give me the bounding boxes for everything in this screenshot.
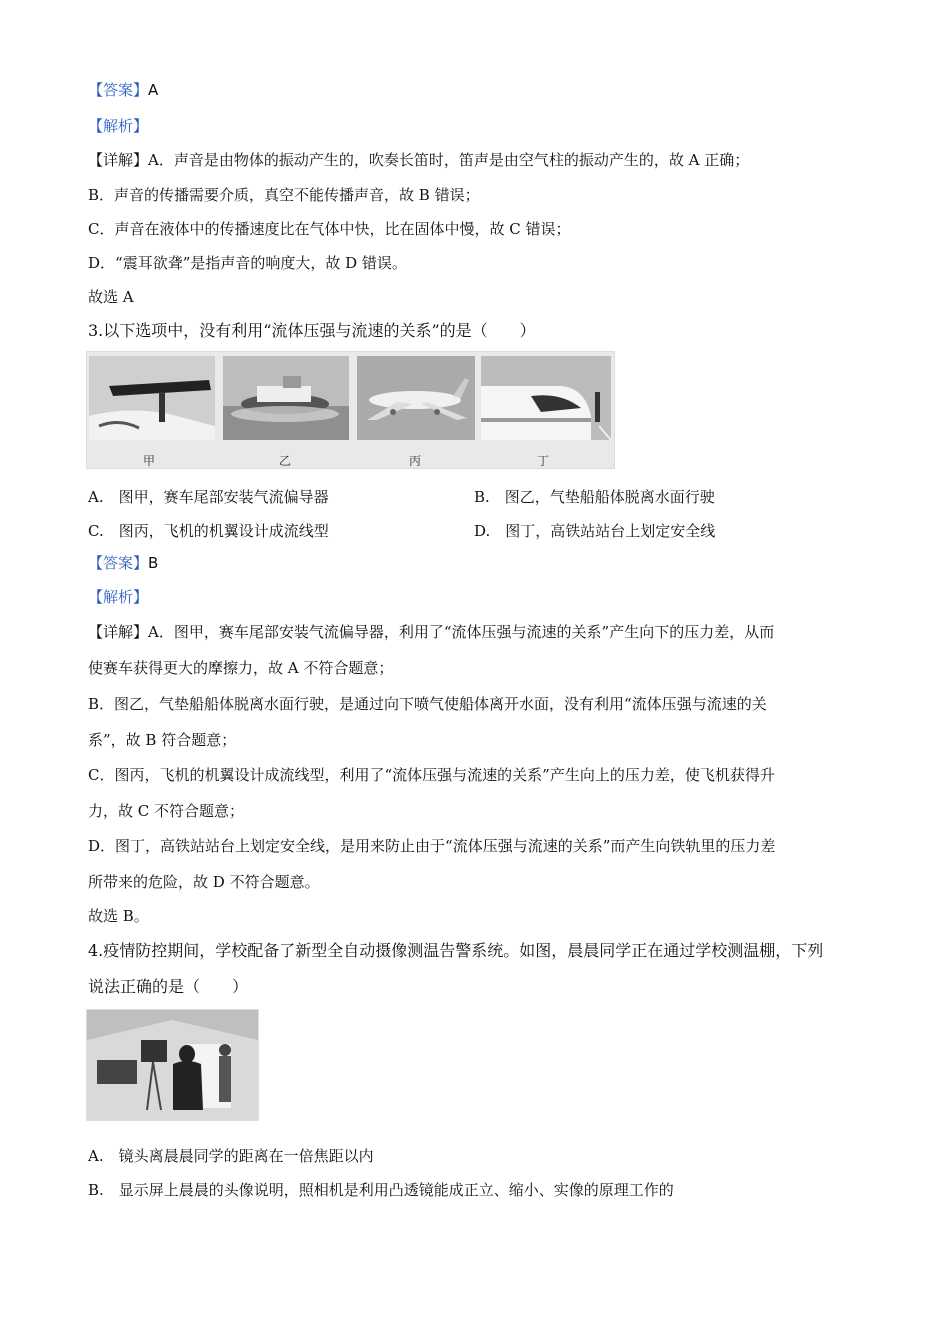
- analysis-label: 【解析】: [88, 117, 149, 135]
- question-4-figure: [86, 1009, 259, 1121]
- detail-tag: 【详解】: [88, 151, 149, 169]
- answer-line: [88, 80, 158, 100]
- detail3-text: A．图甲，赛车尾部安装气流偏导器，利用了“流体压强与流速的关系”产生向下的压力差，从而: [148, 623, 775, 641]
- conclusion-line-3: 故选 B。: [88, 907, 149, 925]
- detail3-line-5: C．图丙，飞机的机翼设计成流线型，利用了“流体压强与流速的关系”产生向上的压力差，使飞机获得升: [88, 766, 775, 784]
- question-4-stem-1: 4.疫情防控期间，学校配备了新型全自动摄像测温告警系统。如图，晨晨同学正在通过学校测温棚，下列: [88, 941, 824, 960]
- detail3-line-1: [88, 622, 774, 642]
- figure-label-ding: 丁: [537, 454, 550, 468]
- detail3-line-2: 使赛车获得更大的摩擦力，故 A 不符合题意；: [88, 659, 394, 677]
- figure-label-bing: 丙: [409, 454, 422, 468]
- detail3-line-4: 系”，故 B 符合题意；: [88, 731, 237, 749]
- detail-tag-3: 【详解】: [88, 623, 149, 641]
- q4-option-b[interactable]: B. 显示屏上晨晨的头像说明，照相机是利用凸透镜能成正立、缩小、实像的原理工作的: [88, 1181, 674, 1199]
- answer-value: A: [148, 81, 159, 99]
- option-c[interactable]: C. 图丙，飞机的机翼设计成流线型: [88, 522, 329, 540]
- option-b[interactable]: B. 图乙，气垫船船体脱离水面行驶: [474, 488, 715, 506]
- analysis-label-3: 【解析】: [88, 588, 149, 606]
- answer-line-3: [88, 553, 158, 573]
- conclusion-line: 故选 A: [88, 288, 134, 306]
- figure-race-car: [89, 356, 215, 440]
- answer-value-3: B: [148, 554, 159, 572]
- figure-label-yi: 乙: [279, 454, 292, 468]
- detail3-line-8: 所带来的危险，故 D 不符合题意。: [88, 873, 320, 891]
- detail-text: A．声音是由物体的振动产生的，吹奏长笛时，笛声是由空气柱的振动产生的，故 A 正确；: [148, 151, 750, 169]
- detail-line-1: [88, 150, 749, 170]
- detail3-line-3: B．图乙，气垫船船体脱离水面行驶，是通过向下喷气使船体离开水面，没有利用“流体压强与流速的关: [88, 695, 767, 713]
- option-a[interactable]: A. 图甲，赛车尾部安装气流偏导器: [88, 488, 329, 506]
- question-3-figure: [86, 351, 615, 469]
- question-3-stem: 3.以下选项中，没有利用“流体压强与流速的关系”的是（ ）: [88, 321, 536, 340]
- q4-option-a[interactable]: A. 镜头离晨晨同学的距离在一倍焦距以内: [88, 1147, 374, 1165]
- figure-label-jia: 甲: [143, 454, 156, 468]
- detail3-line-6: 力，故 C 不符合题意；: [88, 802, 245, 820]
- answer-tag: 【答案】: [88, 81, 149, 99]
- detail3-line-7: D．图丁，高铁站站台上划定安全线，是用来防止由于“流体压强与流速的关系”而产生向铁轨里的压力差: [88, 837, 776, 855]
- figure-temperature-tent: [87, 1010, 258, 1120]
- figure-hovercraft: [223, 356, 349, 440]
- question-4-stem-2: 说法正确的是（ ）: [88, 977, 249, 996]
- figure-train: [481, 356, 611, 440]
- figure-airplane: [357, 356, 475, 440]
- detail-line-3: C．声音在液体中的传播速度比在气体中快，比在固体中慢，故 C 错误；: [88, 220, 571, 238]
- answer-tag-3: 【答案】: [88, 554, 149, 572]
- analysis-tag: [88, 116, 148, 136]
- detail-line-2: B．声音的传播需要介质，真空不能传播声音，故 B 错误；: [88, 186, 480, 204]
- detail-line-4: D．“震耳欲聋”是指声音的响度大，故 D 错误。: [88, 254, 407, 272]
- option-d[interactable]: D. 图丁，高铁站站台上划定安全线: [474, 522, 716, 540]
- analysis-tag-3: [88, 587, 148, 607]
